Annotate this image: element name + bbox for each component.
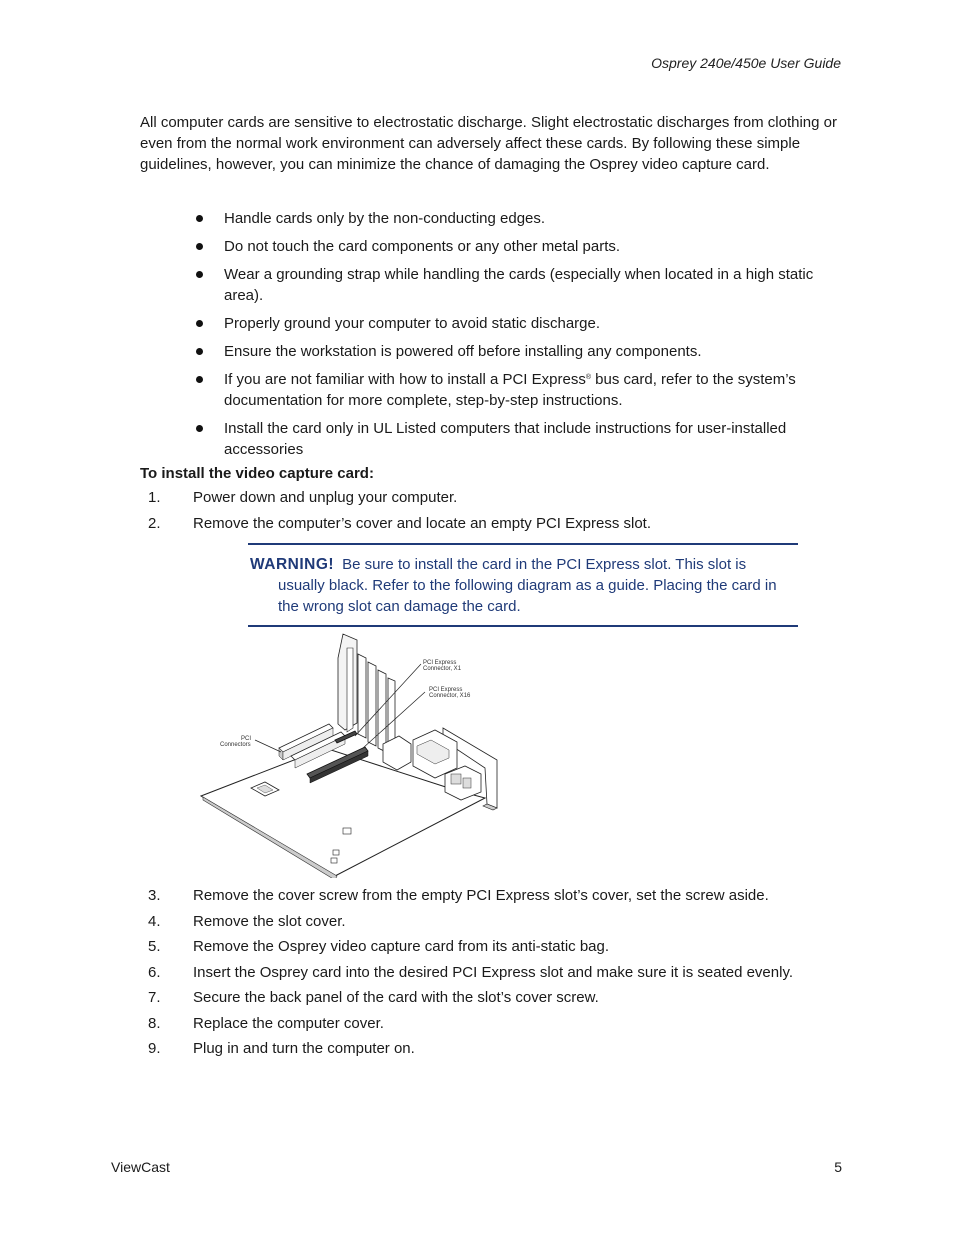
footer-brand: ViewCast	[111, 1159, 170, 1175]
guideline-item: If you are not familiar with how to install a PCI Express® bus card, refer to the system’s documentation for more complete, step-by-step instructions.	[193, 369, 833, 411]
svg-text:Connector, X16	[429, 693, 471, 699]
step-item: 7. Secure the back panel of the card with the slot’s cover screw.	[148, 989, 599, 1006]
guideline-item: Properly ground your computer to avoid static discharge.	[193, 313, 833, 334]
step-item: 4. Remove the slot cover.	[148, 912, 346, 930]
guideline-item: Handle cards only by the non-conducting edges.	[193, 208, 833, 229]
install-heading: To install the video capture card:	[140, 465, 374, 482]
guideline-item: Install the card only in UL Listed computers that include instructions for user-installed accessories	[193, 418, 833, 460]
bullet-icon	[196, 271, 203, 278]
step-item: 3. Remove the cover screw from the empty PCI Express slot’s cover, set the screw aside.	[148, 887, 769, 904]
warning-box	[248, 543, 798, 627]
step-item: 8. Replace the computer cover.	[148, 1014, 384, 1032]
pcie-x16-label-line1: PCI Express	[429, 687, 463, 693]
pcie-x1-label-line1: PCI Express	[423, 660, 457, 666]
bullet-icon	[196, 348, 203, 355]
guidelines-list	[193, 208, 833, 467]
steps-list-a	[148, 487, 848, 539]
page-number: 5	[834, 1159, 842, 1175]
intro-paragraph: All computer cards are sensitive to electrostatic discharge. Slight electrostatic discharges from clothing or even from the normal work environment can adversely affect these cards. By following these simple guidelines, however, you can minimize the chance of damaging the Osprey video capture card.	[140, 114, 837, 173]
bullet-icon	[196, 215, 203, 222]
step-item: 2. Remove the computer’s cover and locate an empty PCI Express slot.	[148, 515, 651, 532]
bullet-icon	[196, 243, 203, 250]
guideline-item: Wear a grounding strap while handling the cards (especially when located in a high static area).	[193, 264, 833, 306]
registered-mark: ®	[585, 374, 591, 381]
warning-label: WARNING!	[250, 556, 335, 573]
pci-label-line2: Connectors	[220, 742, 251, 748]
steps-list-b	[148, 885, 848, 1064]
step-item: 9. Plug in and turn the computer on.	[148, 1040, 415, 1057]
bullet-icon	[196, 425, 203, 432]
pcie-x16-label-line2: Connector, X16	[429, 693, 471, 699]
step-item: 1. Power down and unplug your computer.	[148, 489, 458, 506]
step-item: 5. Remove the Osprey video capture card from its anti-static bag.	[148, 938, 610, 955]
svg-text:Connector, X1	[423, 666, 462, 672]
step-item: 6. Insert the Osprey card into the desired PCI Express slot and make sure it is seated evenly.	[148, 963, 794, 981]
pcie-x1-label-line2: Connector, X1	[423, 666, 462, 672]
bullet-icon	[196, 320, 203, 327]
motherboard-diagram	[195, 628, 505, 878]
header-title: Osprey 240e/450e User Guide	[651, 55, 841, 71]
pci-label-line1: PCI	[241, 736, 252, 742]
guideline-item: Ensure the workstation is powered off before installing any components.	[193, 341, 833, 362]
warning-text: Be sure to install the card in the PCI Express slot. This slot is usually black. Refer to the following diagram as a guide. Placing the card in the wrong slot can damage the card.	[278, 556, 777, 615]
bullet-icon	[196, 376, 203, 383]
guideline-item: Do not touch the card components or any other metal parts.	[193, 236, 833, 257]
svg-text:Connectors	[220, 742, 251, 748]
